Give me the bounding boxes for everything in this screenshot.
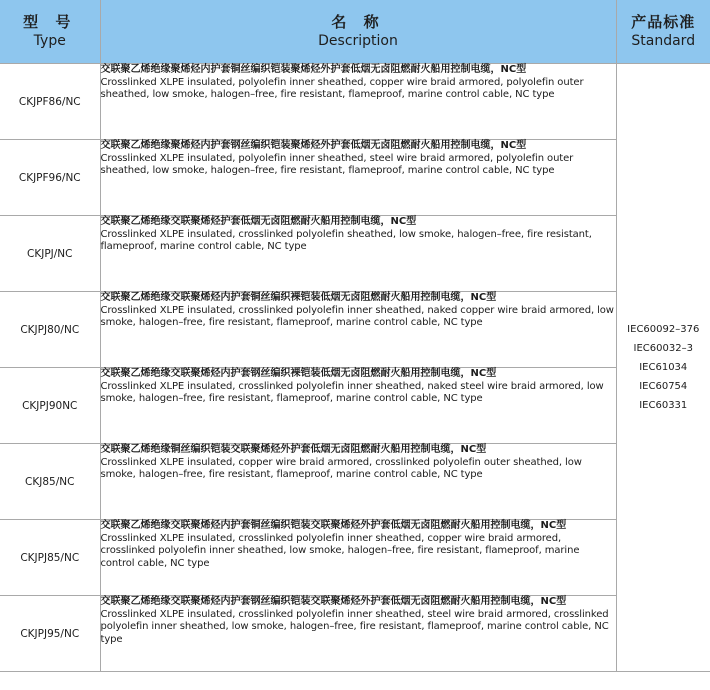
description-cell xyxy=(100,292,616,368)
description-en: Crosslinked XLPE insulated, crosslinked polyolefin inner sheathed, naked steel wire braid armored, low smoke, halogen–free, fire resistant, flameproof, marine control cable, NC type xyxy=(100,380,604,404)
standard-item: IEC60032–3 xyxy=(633,343,693,354)
description-cell xyxy=(100,216,616,292)
type-cell: CKJPJ/NC xyxy=(0,216,100,292)
type-cell: CKJPJ80/NC xyxy=(0,292,100,368)
table-row xyxy=(0,444,710,520)
description-cell xyxy=(100,596,616,672)
standard-item: IEC61034 xyxy=(639,362,688,373)
standard-header-zh: 产品标准 xyxy=(631,13,696,31)
description-cell xyxy=(100,368,616,444)
type-cell: CKJPF96/NC xyxy=(0,140,100,216)
description-zh: 交联聚乙烯绝缘交联聚烯烃内护套钢丝编织铠装交联聚烯烃外护套低烟无卤阻燃耐火船用控制电缆，NC型 xyxy=(100,596,567,607)
description-zh: 交联聚乙烯绝缘交联聚烯烃内护套钢丝编织裸铠装低烟无卤阻燃耐火船用控制电缆，NC型 xyxy=(100,368,497,379)
description-header-en: Description xyxy=(318,33,398,49)
table-row xyxy=(0,368,710,444)
standard-item: IEC60092–376 xyxy=(627,324,700,335)
standards-cell xyxy=(616,64,710,672)
standard-item: IEC60331 xyxy=(639,400,688,411)
type-header-zh: 型 号 xyxy=(23,13,77,31)
description-header-zh: 名 称 xyxy=(331,13,385,31)
table-row xyxy=(0,596,710,672)
type-cell: CKJPJ85/NC xyxy=(0,520,100,596)
description-en: Crosslinked XLPE insulated, crosslinked polyolefin inner sheathed, steel wire braid armored, crosslinked polyolefin inner sheathed, low smoke, halogen–free, fire resistant, flameproof, marine control cable, NC type xyxy=(100,608,609,645)
type-cell: CKJPJ90NC xyxy=(0,368,100,444)
description-zh: 交联聚乙烯绝缘聚烯烃内护套铜丝编织铠装聚烯烃外护套低烟无卤阻燃耐火船用控制电缆，NC型 xyxy=(100,64,527,75)
description-zh: 交联聚乙烯绝缘铜丝编织铠装交联聚烯烃外护套低烟无卤阻燃耐火船用控制电缆，NC型 xyxy=(100,444,487,455)
standard-column-header xyxy=(616,0,710,64)
standard-item: IEC60754 xyxy=(639,381,688,392)
table-row xyxy=(0,140,710,216)
description-en: Crosslinked XLPE insulated, crosslinked polyolefin inner sheathed, copper wire braid armored, crosslinked polyolefin inner sheathed, low smoke, halogen–free, fire resistant, flameproof, marine control cable, NC type xyxy=(100,532,580,569)
description-column-header xyxy=(100,0,616,64)
description-zh: 交联聚乙烯绝缘交联聚烯烃护套低烟无卤阻燃耐火船用控制电缆，NC型 xyxy=(100,216,417,227)
standard-header-en: Standard xyxy=(631,33,696,49)
description-en: Crosslinked XLPE insulated, crosslinked polyolefin inner sheathed, naked copper wire braid armored, low smoke, halogen–free, fire resistant, flameproof, marine control cable, NC type xyxy=(100,304,614,328)
description-zh: 交联聚乙烯绝缘聚烯烃内护套钢丝编织铠装聚烯烃外护套低烟无卤阻燃耐火船用控制电缆，NC型 xyxy=(100,140,527,151)
table-header-row xyxy=(0,0,710,64)
type-cell: CKJPF86/NC xyxy=(0,64,100,140)
table-row xyxy=(0,216,710,292)
description-en: Crosslinked XLPE insulated, polyolefin inner sheathed, steel wire braid armored, polyolefin outer sheathed, low smoke, halogen–free, fire resistant, flameproof, marine control cable, NC type xyxy=(100,152,574,176)
description-cell xyxy=(100,64,616,140)
description-en: Crosslinked XLPE insulated, copper wire braid armored, crosslinked polyolefin outer sheathed, low smoke, halogen–free, fire resistant, flameproof, marine control cable, NC type xyxy=(100,456,582,480)
table-row xyxy=(0,64,710,140)
description-cell xyxy=(100,140,616,216)
table-row xyxy=(0,520,710,596)
type-column-header xyxy=(0,0,100,64)
description-en: Crosslinked XLPE insulated, polyolefin inner sheathed, copper wire braid armored, polyolefin outer sheathed, low smoke, halogen–free, fire resistant, flameproof, marine control cable, NC type xyxy=(100,76,584,100)
description-zh: 交联聚乙烯绝缘交联聚烯烃内护套铜丝编织裸铠装低烟无卤阻燃耐火船用控制电缆，NC型 xyxy=(100,292,497,303)
description-cell xyxy=(100,520,616,596)
type-cell: CKJPJ95/NC xyxy=(0,596,100,672)
table-row xyxy=(0,292,710,368)
type-header-en: Type xyxy=(33,33,66,49)
type-cell: CKJ85/NC xyxy=(0,444,100,520)
description-en: Crosslinked XLPE insulated, crosslinked polyolefin sheathed, low smoke, halogen–free, fire resistant, flameproof, marine control cable, NC type xyxy=(100,228,592,252)
description-zh: 交联聚乙烯绝缘交联聚烯烃内护套铜丝编织铠装交联聚烯烃外护套低烟无卤阻燃耐火船用控制电缆，NC型 xyxy=(100,520,567,531)
description-cell xyxy=(100,444,616,520)
